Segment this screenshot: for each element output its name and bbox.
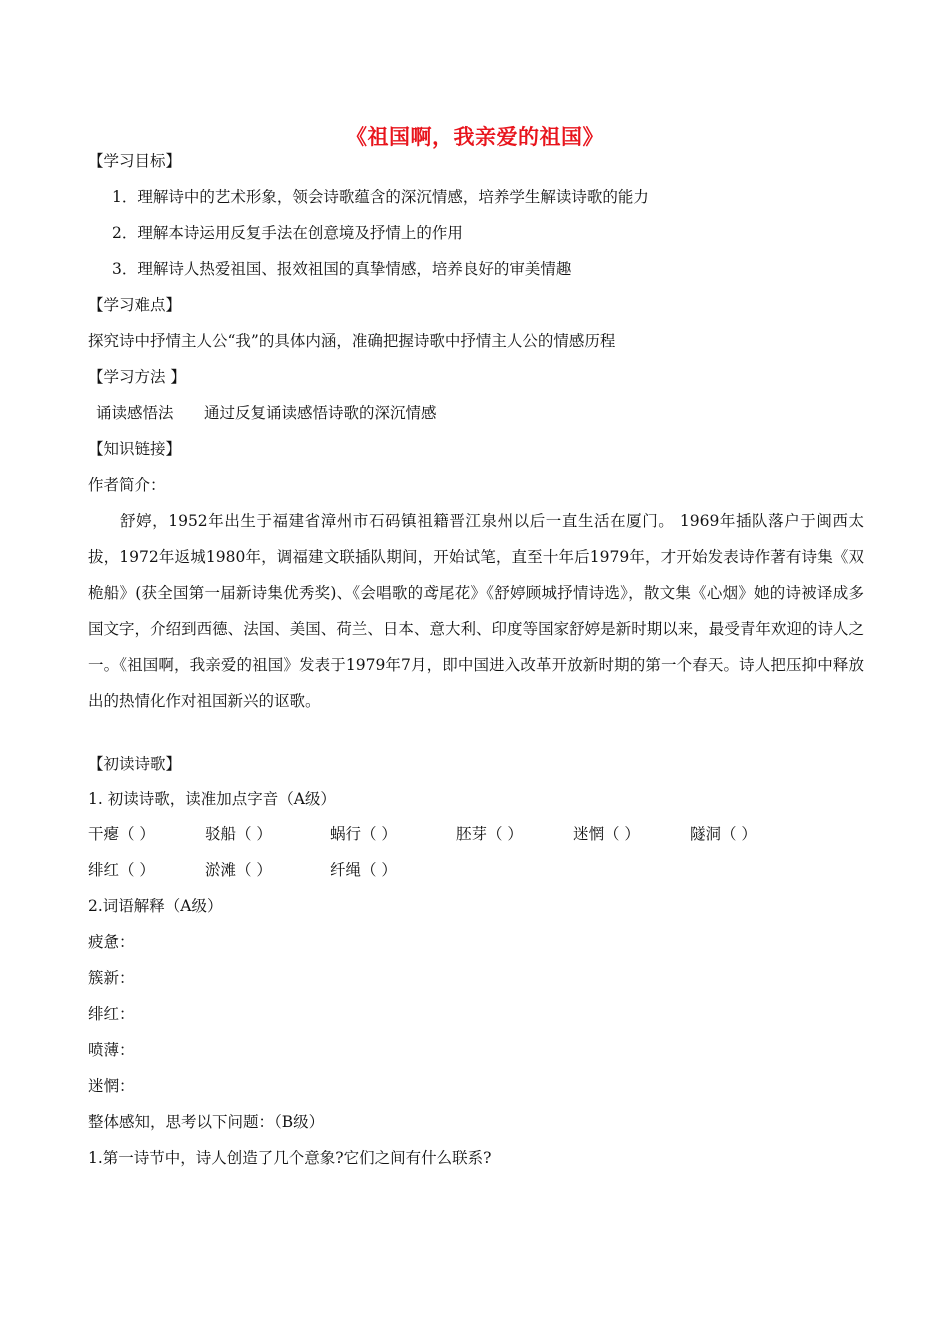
pinyin-blank: 隧洞（ ） <box>690 825 757 843</box>
overall-prompt: 整体感知，思考以下问题：（B级） <box>88 1113 325 1131</box>
objectives-header: 【学习目标】 <box>88 152 182 170</box>
objective-item: 3．理解诗人热爱祖国、报效祖国的真挚情感，培养良好的审美情趣 <box>112 260 572 278</box>
difficulty-header: 【学习难点】 <box>88 296 182 314</box>
question-vocabulary: 2.词语解释（A级） <box>88 897 223 915</box>
difficulty-text: 探究诗中抒情主人公“我”的具体内涵，准确把握诗歌中抒情主人公的情感历程 <box>88 332 616 350</box>
vocab-item: 簇新： <box>88 969 135 987</box>
first-read-header: 【初读诗歌】 <box>88 755 182 773</box>
objective-item: 1．理解诗中的艺术形象，领会诗歌蕴含的深沉情感，培养学生解读诗歌的能力 <box>112 188 649 206</box>
pinyin-blank: 驳船（ ） <box>205 825 272 843</box>
pinyin-blank: 胚芽（ ） <box>456 825 523 843</box>
objective-item: 2．理解本诗运用反复手法在创意境及抒情上的作用 <box>112 224 463 242</box>
pinyin-blank: 干瘪（ ） <box>88 825 155 843</box>
pinyin-blank: 迷惘（ ） <box>573 825 640 843</box>
vocab-item: 迷惘： <box>88 1077 135 1095</box>
pinyin-blank: 绯红（ ） <box>88 861 155 879</box>
author-label: 作者简介： <box>88 476 166 494</box>
method-name: 诵读感悟法 <box>96 404 174 422</box>
pinyin-blank: 纤绳（ ） <box>330 861 397 879</box>
pinyin-blank: 淤滩（ ） <box>205 861 272 879</box>
knowledge-header: 【知识链接】 <box>88 440 182 458</box>
method-header: 【学习方法 】 <box>88 368 186 386</box>
document-title: 《祖国啊，我亲爱的祖国》 <box>346 124 604 149</box>
question-pronunciation: 1. 初读诗歌，读准加点字音（A级） <box>88 790 336 808</box>
author-bio: 舒婷，1952年出生于福建省漳州市石码镇祖籍晋江泉州以后一直生活在厦门。 1969年插队落户于闽西太拔，1972年返城1980年，调福建文联插队期间，开始试笔，直至十年后1979年，才开始发表诗作著有诗集《双桅船》(获全国第一届新诗集优秀奖)、《会唱歌的鸢尾花》《舒婷顾城抒情诗选》，散文集《心烟》她的诗被译成多国文字，介绍到西德、法国、美国、荷兰、日本、意大利、印度等国家舒婷是新时期以来，最受青年欢迎的诗人之一。《祖国啊，我亲爱的祖国》发表于1979年7月，即中国进入改革开放新时期的第一个春天。诗人把压抑中释放出的热情化作对祖国新兴的讴歌。 <box>88 512 864 710</box>
pinyin-blank: 蜗行（ ） <box>330 825 397 843</box>
method-description: 通过反复诵读感悟诗歌的深沉情感 <box>204 404 437 422</box>
vocab-item: 喷薄： <box>88 1041 135 1059</box>
vocab-item: 绯红： <box>88 1005 135 1023</box>
vocab-item: 疲惫： <box>88 933 135 951</box>
question-imagery: 1.第一诗节中，诗人创造了几个意象?它们之间有什么联系? <box>88 1149 492 1167</box>
